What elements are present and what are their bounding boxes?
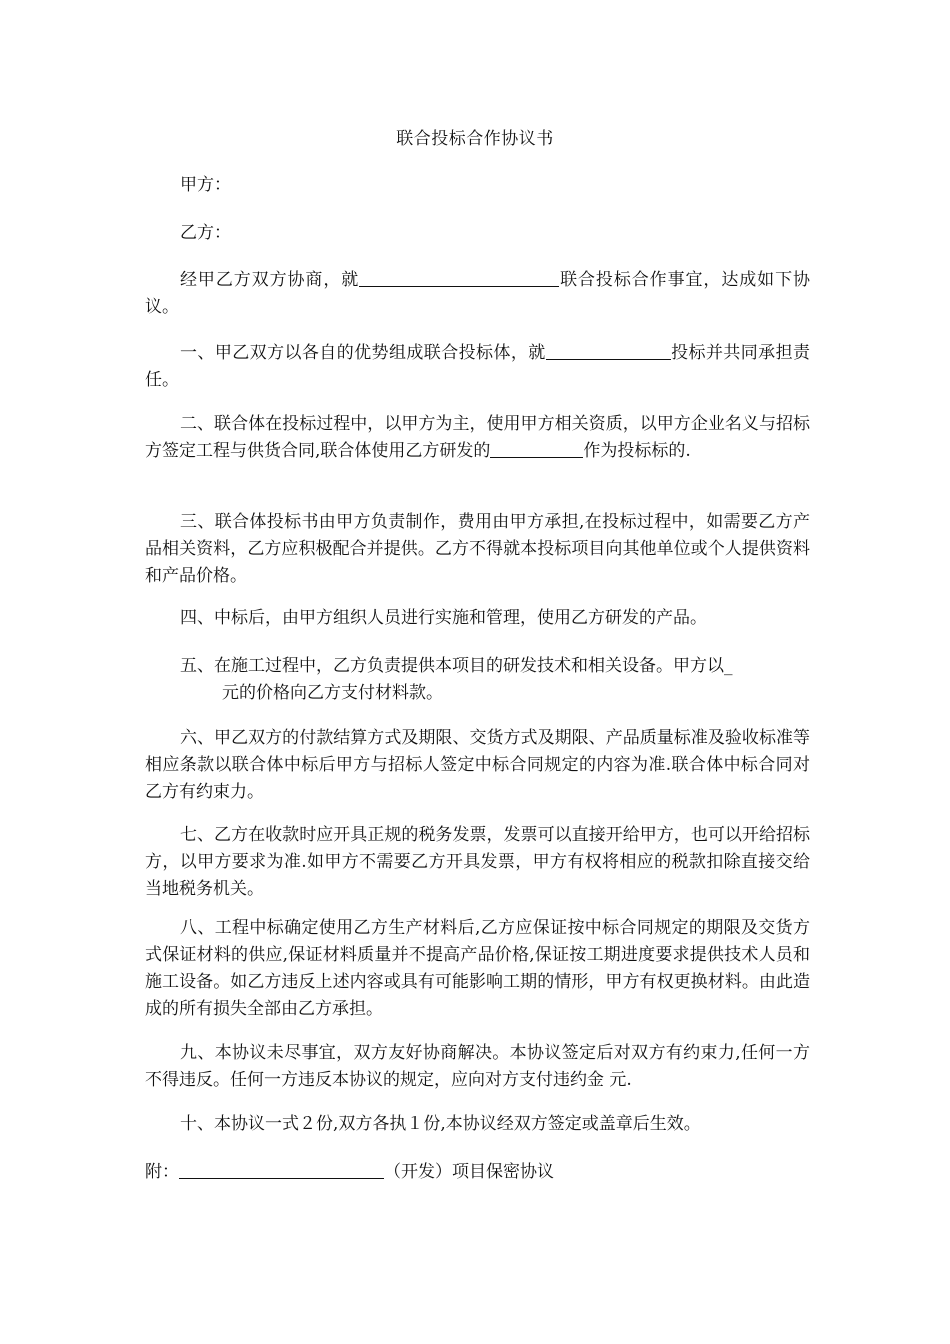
bid-item-blank[interactable]	[546, 343, 671, 360]
clause-1: 一、甲乙双方以各自的优势组成联合投标体，就 投标并共同承担责任。	[145, 343, 811, 390]
clause-5-line-1: 五、在施工过程中，乙方负责提供本项目的研发技术和相关设备。甲方以_	[180, 656, 733, 676]
intro-paragraph: 经甲乙方双方协商，就 联合投标合作事宜，达成如下协议。	[145, 270, 811, 317]
product-blank[interactable]	[490, 441, 583, 458]
clause-5-line-2: 元的价格向乙方支付材料款。	[222, 683, 443, 703]
party-a-label: 甲方：	[180, 175, 231, 195]
clause-7: 七、乙方在收款时应开具正规的税务发票，发票可以直接开给甲方，也可以开给招标方，以甲方要求为准.如甲方不需要乙方开具发票，甲方有权将相应的税款扣除直接交给当地税务机关。	[145, 825, 810, 899]
project-name-blank[interactable]	[359, 270, 559, 287]
clause-9: 九、本协议未尽事宜，双方友好协商解决。本协议签定后对双方有约束力,任何一方不得违反。任何一方违反本协议的规定，应向对方支付违约金 元.	[145, 1043, 810, 1090]
clause-10: 十、本协议一式２份,双方各执１份,本协议经双方签定或盖章后生效。	[180, 1114, 701, 1134]
attachment-blank[interactable]	[179, 1162, 384, 1179]
clause-4: 四、中标后，由甲方组织人员进行实施和管理，使用乙方研发的产品。	[180, 608, 707, 628]
document-title: 联合投标合作协议书	[396, 129, 554, 149]
clause-2: 二、联合体在投标过程中，以甲方为主，使用甲方相关资质，以甲方企业名义与招标方签定工程与供货合同,联合体使用乙方研发的 作为投标标的.	[145, 414, 810, 461]
clause-8: 八、工程中标确定使用乙方生产材料后,乙方应保证按中标合同规定的期限及交货方式保证材料的供应,保证材料质量并不提高产品价格,保证按工期进度要求提供技术人员和施工设备。如乙方违反上述内容或具有可能影响工期的情形，甲方有权更换材料。由此造成的所有损失全部由乙方承担。	[145, 918, 810, 1019]
clause-6: 六、甲乙双方的付款结算方式及期限、交货方式及期限、产品质量标准及验收标准等相应条款以联合体中标后甲方与招标人签定中标合同规定的内容为准.联合体中标合同对乙方有约束力。	[145, 728, 810, 802]
party-b-label: 乙方：	[180, 223, 231, 243]
attachment-line: 附： （开发）项目保密协议	[145, 1162, 554, 1182]
clause-3: 三、联合体投标书由甲方负责制作，费用由甲方承担,在投标过程中，如需要乙方产品相关资料，乙方应积极配合并提供。乙方不得就本投标项目向其他单位或个人提供资料和产品价格。	[145, 512, 810, 586]
